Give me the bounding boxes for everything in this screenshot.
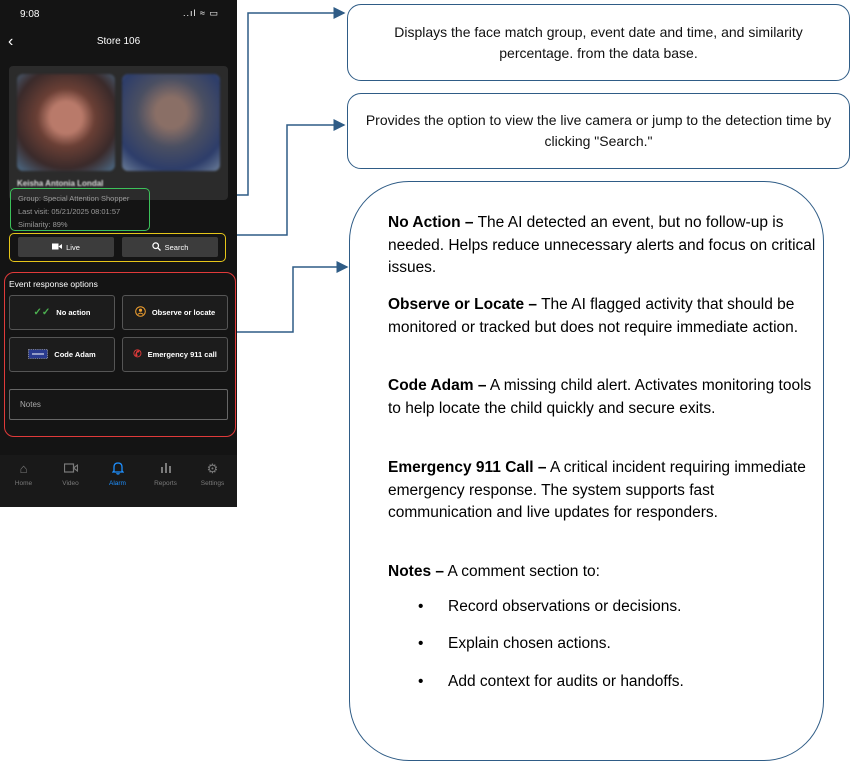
captured-face-image[interactable] bbox=[17, 74, 115, 171]
notes-bullet-item: Record observations or decisions. bbox=[448, 598, 682, 615]
status-icons: ..ıl ≈ ▭ bbox=[183, 8, 219, 18]
explanation-notes bbox=[388, 561, 818, 584]
no-action-label: No action bbox=[56, 308, 91, 317]
callout-face-match bbox=[347, 4, 850, 81]
explanation-observe bbox=[388, 294, 818, 339]
callout-live-search bbox=[347, 93, 850, 169]
explanation-emergency bbox=[388, 457, 818, 525]
last-visit: Last visit: 05/21/2025 08:01:57 bbox=[18, 207, 121, 216]
notes-bullet-item: Add context for audits or handoffs. bbox=[448, 673, 684, 690]
notes-placeholder: Notes bbox=[20, 400, 41, 409]
matched-person-name: Keisha Antonia Londal bbox=[17, 179, 104, 188]
callout-face-match-text: Displays the face match group, event date and time, and similarity percentage. from the data base. bbox=[394, 23, 803, 61]
desc-observe: The AI flagged activity that should be monitored or tracked but does not require immediate action. bbox=[388, 296, 799, 336]
term-no-action: No Action – bbox=[388, 214, 474, 231]
status-time: 9:08 bbox=[20, 9, 40, 20]
observe-locate-label: Observe or locate bbox=[151, 308, 216, 317]
emergency-911-label: Emergency 911 call bbox=[147, 350, 217, 359]
bullet-dot: • bbox=[418, 635, 424, 652]
bullet-dot: • bbox=[418, 598, 424, 615]
double-check-icon: ✓✓ bbox=[33, 307, 51, 318]
code-adam-label: Code Adam bbox=[54, 350, 96, 359]
bell-icon bbox=[94, 461, 141, 477]
highlight-live-search bbox=[9, 233, 226, 262]
back-chevron-icon[interactable]: ‹ bbox=[8, 33, 14, 50]
desc-emergency: A critical incident requiring immediate emergency response. The system supports fast communication and live updates for responders. bbox=[388, 459, 806, 521]
page-title: Store 106 bbox=[96, 36, 141, 47]
connector-red bbox=[236, 267, 347, 332]
desc-code-adam: A missing child alert. Activates monitoring tools to help locate the child quickly and secure exits. bbox=[388, 377, 812, 417]
search-label: Search bbox=[164, 242, 189, 252]
tab-settings-label: Settings bbox=[200, 480, 225, 487]
tab-settings[interactable] bbox=[189, 461, 236, 487]
tab-home[interactable] bbox=[0, 461, 47, 487]
term-notes: Notes – bbox=[388, 563, 444, 580]
tab-video[interactable] bbox=[47, 461, 94, 487]
phone-icon: ✆ bbox=[133, 349, 142, 360]
desc-notes: A comment section to: bbox=[444, 563, 600, 580]
highlight-event-options bbox=[4, 272, 236, 437]
database-face-image[interactable] bbox=[122, 74, 220, 171]
gear-icon: ⚙ bbox=[206, 461, 219, 476]
term-code-adam: Code Adam – bbox=[388, 377, 487, 394]
tab-reports-label: Reports bbox=[154, 480, 177, 487]
explanation-code-adam bbox=[388, 375, 818, 420]
event-options-title: Event response options bbox=[9, 279, 98, 289]
bullet-dot: • bbox=[418, 673, 424, 690]
live-label: Live bbox=[66, 242, 80, 252]
callout-live-search-text: Provides the option to view the live camera or jump to the detection time by clicking "Search." bbox=[365, 112, 832, 149]
term-emergency: Emergency 911 Call – bbox=[388, 459, 547, 476]
tab-home-label: Home bbox=[14, 480, 33, 487]
tab-reports[interactable] bbox=[142, 461, 189, 487]
term-observe: Observe or Locate – bbox=[388, 296, 538, 313]
similarity: Similarity: 89% bbox=[18, 220, 68, 229]
video-icon bbox=[47, 461, 94, 477]
bar-chart-icon bbox=[142, 461, 189, 477]
notes-bullet-item: Explain chosen actions. bbox=[448, 635, 611, 652]
explanation-no-action bbox=[388, 212, 818, 280]
match-group: Group: Special Attention Shopper bbox=[18, 194, 130, 203]
desc-no-action: The AI detected an event, but no follow-up is needed. Helps reduce unnecessary alerts and focus on critical issues. bbox=[388, 214, 816, 276]
connector-yellow bbox=[226, 125, 344, 235]
highlight-face-match-info bbox=[10, 188, 150, 231]
tab-alarm[interactable] bbox=[94, 461, 141, 487]
tab-alarm-label: Alarm bbox=[109, 480, 126, 487]
phone-screen bbox=[0, 0, 237, 507]
tab-video-label: Video bbox=[62, 480, 79, 487]
home-icon: ⌂ bbox=[19, 461, 28, 476]
